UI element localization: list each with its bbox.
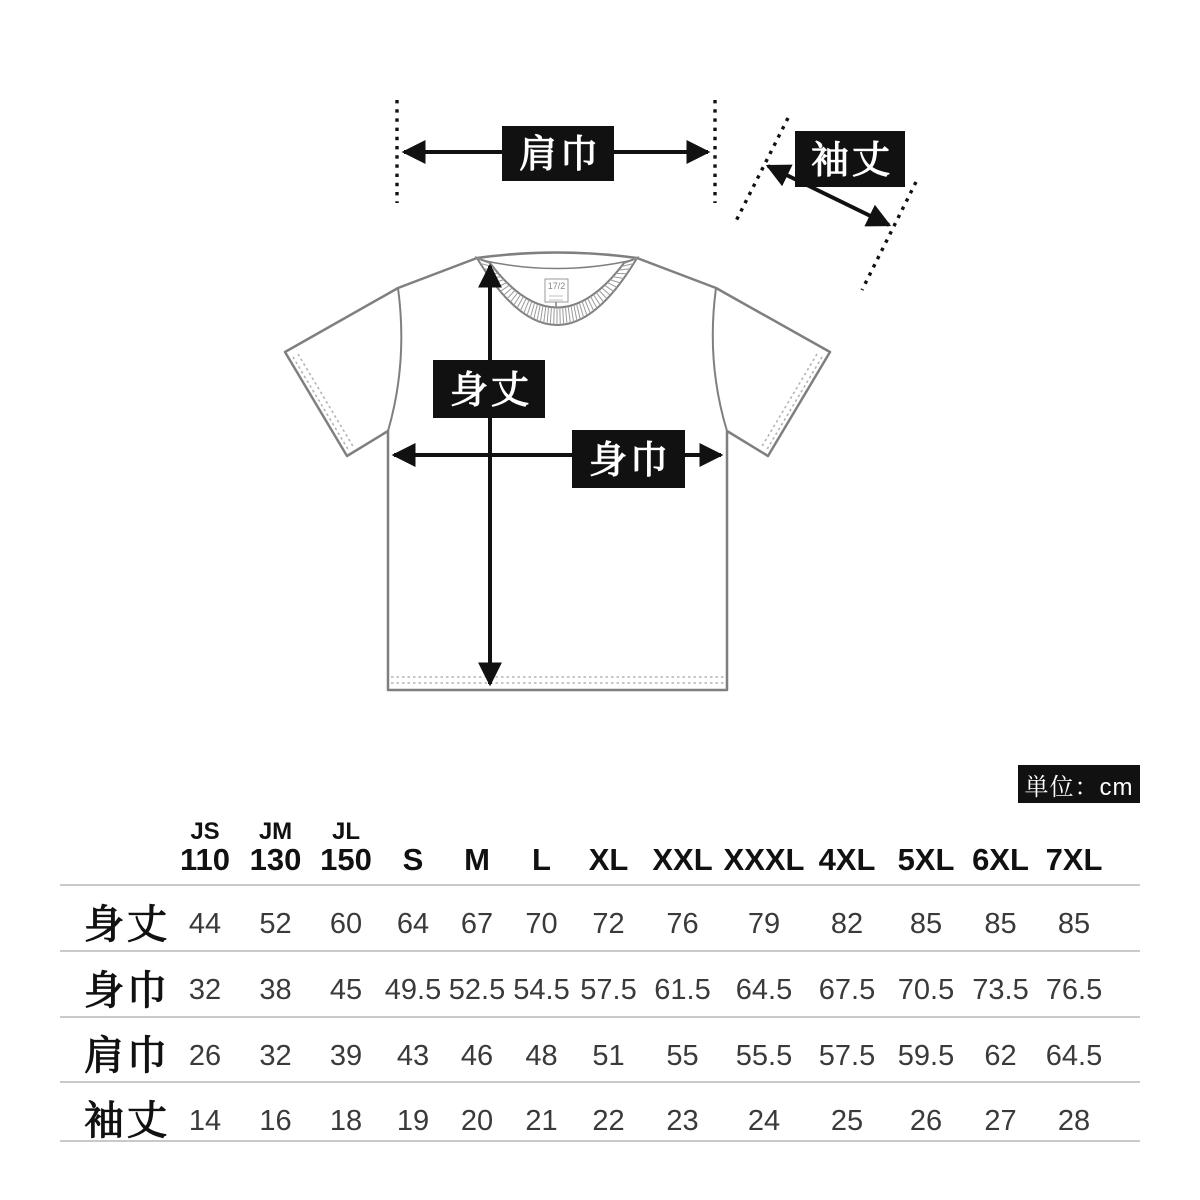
size-value-cell: 51	[592, 1039, 625, 1072]
size-value-cell: 70	[525, 908, 558, 940]
size-value-cell: 19	[396, 1104, 430, 1137]
column-header-XL	[574, 844, 643, 884]
column-header-top-label: JS	[190, 818, 220, 846]
body-length-label-text: 身丈	[449, 370, 533, 412]
row-label: 身巾	[84, 968, 170, 1013]
column-header-main-label: M	[464, 842, 490, 878]
size-value-cell: 18	[329, 1104, 363, 1137]
column-header-main-label: L	[532, 842, 551, 878]
table-row-身巾	[60, 950, 1140, 1016]
table-row-袖丈	[60, 1081, 1140, 1142]
size-value-cell: 55	[666, 1039, 699, 1072]
sleeve-length-label	[795, 131, 905, 187]
size-value-cell: 70.5	[897, 974, 955, 1006]
column-header-main-label: 130	[249, 842, 302, 878]
size-value-cell: 38	[259, 974, 292, 1006]
column-header-main-label: 150	[320, 842, 372, 878]
size-value-cell: 45	[329, 974, 363, 1006]
size-value-cell: 25	[830, 1104, 864, 1137]
row-label: 袖丈	[84, 1099, 170, 1143]
size-value-cell: 85	[984, 908, 1017, 940]
size-value-cell: 85	[909, 908, 943, 940]
size-value-cell: 32	[259, 1039, 292, 1072]
size-value-cell: 60	[329, 908, 363, 940]
column-header-XXXL	[722, 844, 806, 884]
row-right-spacer	[1111, 952, 1140, 1016]
column-header-main-label: 6XL	[972, 842, 1029, 878]
row-label: 肩巾	[84, 1034, 170, 1078]
size-value-cell: 64.5	[735, 974, 793, 1006]
column-header-main-label: XXXL	[723, 842, 805, 878]
unit-badge	[1018, 765, 1140, 803]
size-value-cell: 79	[747, 908, 781, 940]
size-value-cell: 22	[592, 1104, 625, 1137]
size-value-cell: 57.5	[580, 974, 637, 1006]
column-header-main-label: XL	[588, 842, 629, 878]
column-header-main-label: 110	[179, 842, 230, 878]
column-header-6XL	[964, 844, 1037, 884]
size-value-cell: 64.5	[1045, 1039, 1103, 1072]
unit-badge-text: 単位：cm	[1024, 773, 1134, 801]
size-value-cell: 48	[525, 1039, 558, 1072]
size-value-cell: 44	[188, 908, 222, 940]
row-label: 身丈	[84, 902, 170, 947]
size-table-header	[60, 805, 1140, 884]
column-header-150	[311, 820, 381, 884]
column-header-main-label: XXL	[652, 842, 713, 878]
shoulder-width-label	[502, 126, 614, 181]
size-table-body	[60, 884, 1140, 1142]
size-value-cell: 61.5	[654, 974, 711, 1006]
column-header-main-label: 4XL	[818, 842, 876, 878]
size-value-cell: 73.5	[972, 974, 1029, 1006]
size-value-cell: 46	[460, 1039, 494, 1072]
size-value-cell: 28	[1057, 1104, 1091, 1137]
size-value-cell: 49.5	[384, 974, 442, 1006]
body-length-label	[433, 360, 545, 418]
size-value-cell: 24	[747, 1104, 781, 1137]
column-header-M	[445, 844, 509, 884]
size-value-cell: 26	[909, 1104, 943, 1137]
column-header-130	[240, 820, 311, 884]
column-header-top-label: JM	[258, 818, 293, 846]
sleeve-guide-line-bottom	[862, 182, 916, 290]
body-width-label	[572, 430, 685, 488]
size-value-cell: 76	[666, 908, 699, 940]
size-value-cell: 52.5	[448, 974, 506, 1006]
size-value-cell: 21	[525, 1104, 558, 1137]
column-header-main-label: 5XL	[897, 842, 955, 878]
size-value-cell: 72	[592, 908, 625, 940]
column-header-S	[381, 844, 445, 884]
shoulder-width-label-text: 肩巾	[518, 134, 602, 176]
size-value-cell: 59.5	[897, 1039, 955, 1072]
row-right-spacer	[1111, 1018, 1140, 1081]
column-header-L	[509, 844, 574, 884]
size-value-cell: 82	[830, 908, 864, 940]
column-header-110	[170, 820, 240, 884]
column-header-top-label: JL	[331, 818, 360, 846]
size-value-cell: 76.5	[1045, 974, 1103, 1006]
size-value-cell: 67.5	[818, 974, 876, 1006]
table-row-身丈	[60, 884, 1140, 950]
size-value-cell: 67	[460, 908, 494, 940]
size-value-cell: 43	[396, 1039, 430, 1072]
body-width-label-text: 身巾	[588, 440, 672, 482]
size-table	[60, 805, 1140, 1142]
column-header-XXL	[643, 844, 722, 884]
size-value-cell: 52	[259, 908, 292, 940]
size-value-cell: 23	[666, 1104, 699, 1137]
size-value-cell: 27	[984, 1104, 1017, 1137]
column-header-7XL	[1037, 844, 1111, 884]
size-value-cell: 85	[1057, 908, 1091, 940]
size-value-cell: 57.5	[818, 1039, 876, 1072]
size-value-cell: 62	[984, 1039, 1017, 1072]
table-row-肩巾	[60, 1016, 1140, 1081]
size-value-cell: 39	[329, 1039, 363, 1072]
size-value-cell: 14	[188, 1104, 222, 1137]
row-right-spacer	[1111, 886, 1140, 950]
column-header-main-label: S	[402, 842, 424, 878]
tshirt-outline	[285, 253, 830, 691]
size-value-cell: 64	[396, 908, 430, 940]
size-value-cell: 16	[259, 1104, 292, 1137]
column-header-4XL	[806, 844, 888, 884]
size-value-cell: 32	[188, 974, 222, 1006]
size-value-cell: 55.5	[735, 1039, 793, 1072]
size-value-cell: 54.5	[513, 974, 570, 1006]
neck-tag-text: 17/2	[547, 281, 566, 291]
column-header-5XL	[888, 844, 964, 884]
size-value-cell: 20	[460, 1104, 494, 1137]
size-value-cell: 26	[188, 1039, 222, 1072]
sleeve-length-label-text: 袖丈	[810, 140, 894, 182]
column-header-main-label: 7XL	[1045, 842, 1103, 878]
row-right-spacer	[1111, 1083, 1140, 1146]
